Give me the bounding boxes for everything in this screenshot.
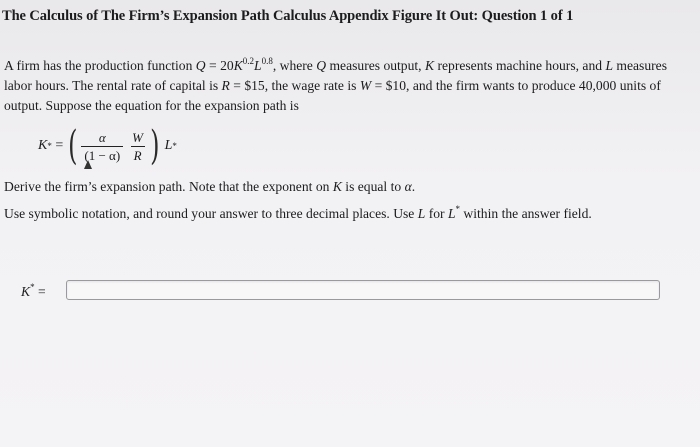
problem-line-3: output. Suppose the equation for the expansion path is xyxy=(4,98,299,113)
equation-equals: = xyxy=(51,138,67,153)
problem-line-2: labor hours. The rental rate of capital is R = $15, the wage rate is W = $10, and the firm wants to produce 40,000 units of xyxy=(4,78,661,93)
notation-instruction: Use symbolic notation, and round your answer to three decimal places. Use L for L* within the answer field. xyxy=(4,204,592,221)
fraction-w-over-r: $\frac{W}{R}$ xyxy=(132,129,144,163)
fraction-alpha: $\frac{\alpha}{(1 - \alpha)}$ xyxy=(81,130,123,163)
problem-statement xyxy=(4,56,694,116)
equation-rhs: L xyxy=(164,138,173,153)
problem-line-1: A firm has the production function $Q = 20K^{0.2}L^{0.8}$, where Q measures output, K represents machine hours, and L measures xyxy=(4,56,667,73)
question-title: The Calculus of The Firm’s Expansion Path Calculus Appendix Figure It Out: Question 1 of 1 xyxy=(2,8,574,24)
right-paren-icon: ) xyxy=(150,123,160,169)
left-paren-icon: ( xyxy=(67,123,78,169)
mouse-cursor-icon xyxy=(84,160,92,169)
answer-input[interactable] xyxy=(66,280,660,300)
answer-label: K* = xyxy=(21,282,46,299)
expansion-path-equation: K * = ( $\frac{\alpha}{(1 - \alpha)}$ $\frac{W}{R}$ ) L * xyxy=(38,123,177,169)
equation-lhs: K xyxy=(38,138,48,153)
derive-instruction: Derive the firm’s expansion path. Note that the exponent on K is equal to α. xyxy=(4,179,416,194)
